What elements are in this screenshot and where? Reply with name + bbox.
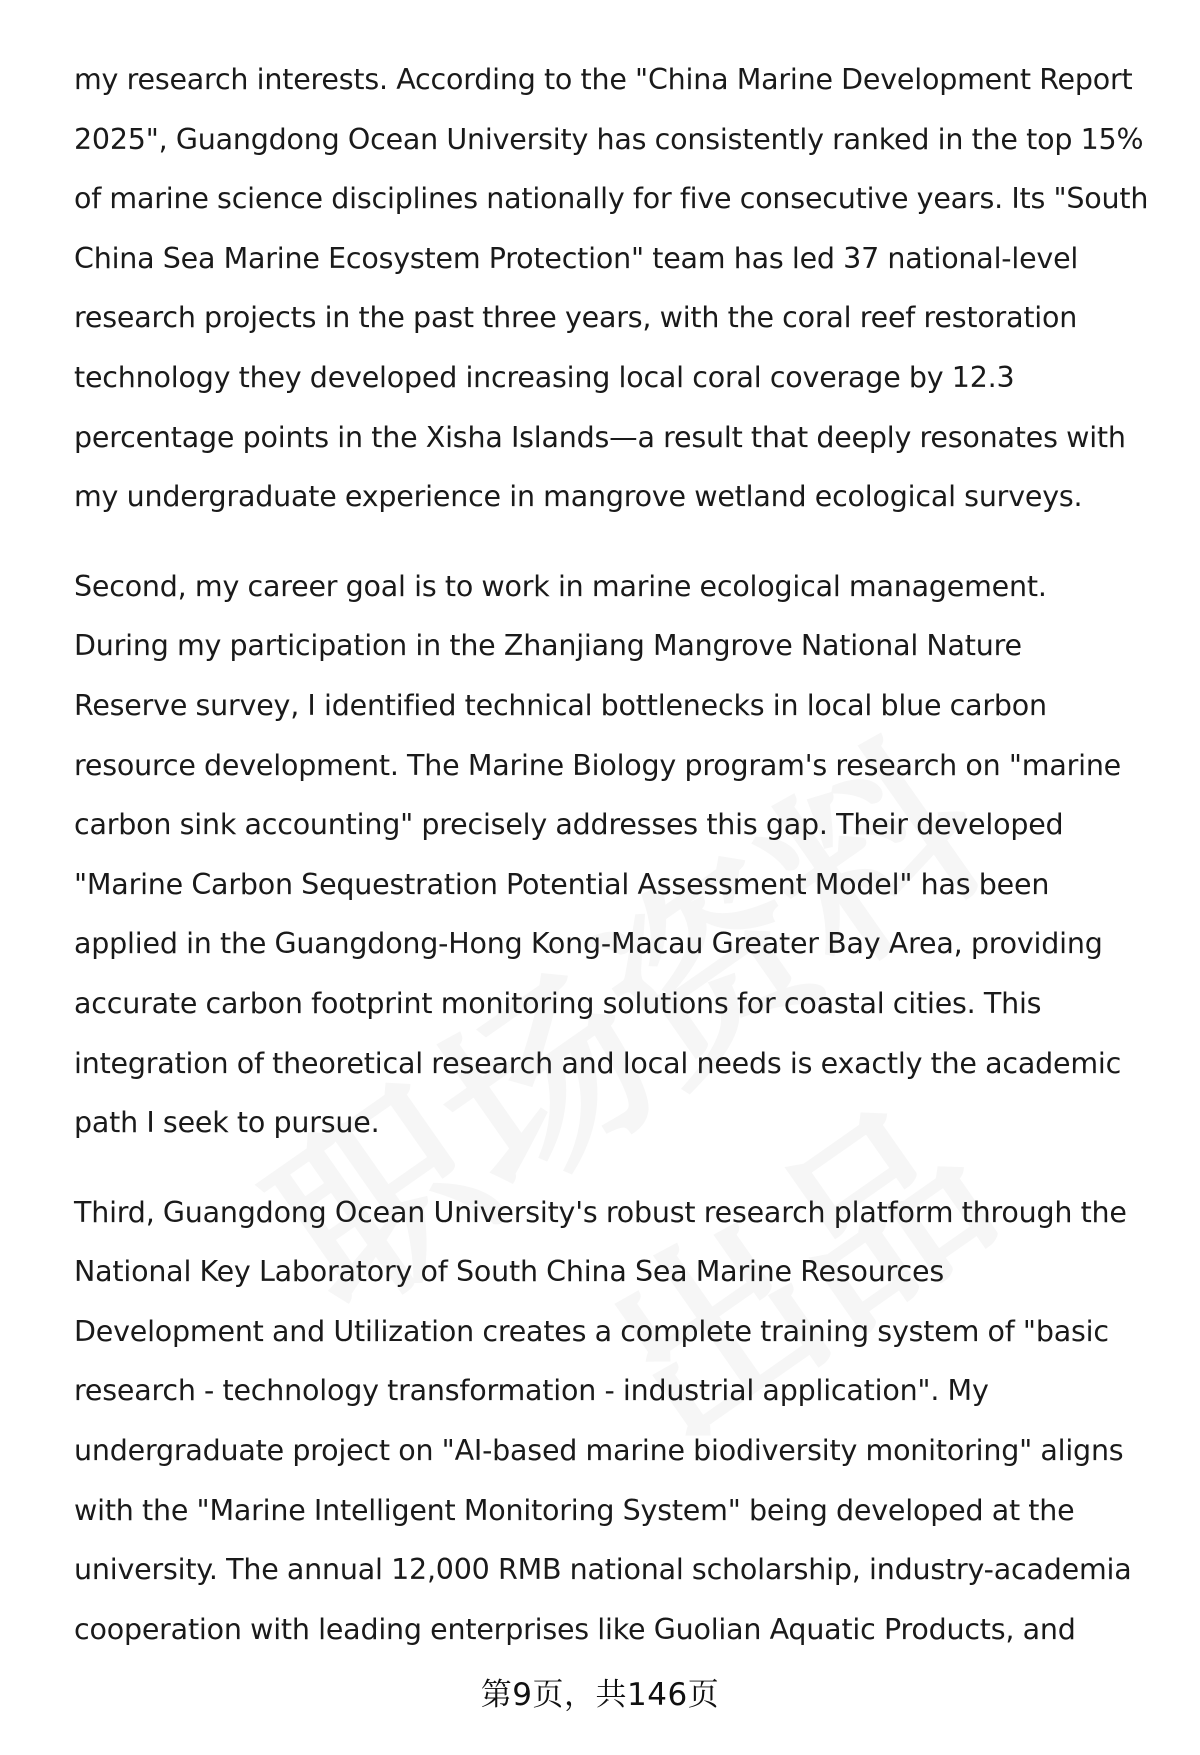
text-line: cooperation with leading enterprises like Guolian Aquatic Products, and <box>74 1612 1076 1646</box>
text-line: applied in the Guangdong-Hong Kong-Macau Greater Bay Area, providing <box>74 927 1103 961</box>
document-body <box>74 50 1154 1689</box>
text-line: research - technology transformation - industrial application". My <box>74 1374 989 1408</box>
text-line: undergraduate project on "AI-based marine biodiversity monitoring" aligns <box>74 1434 1124 1468</box>
text-line: Reserve survey, I identified technical bottlenecks in local blue carbon <box>74 688 1047 722</box>
text-line: university. The annual 12,000 RMB national scholarship, industry-academia <box>74 1553 1132 1587</box>
paragraph-2 <box>74 557 1154 1153</box>
text-line: China Sea Marine Ecosystem Protection" team has led 37 national-level <box>74 241 1079 275</box>
text-line: integration of theoretical research and local needs is exactly the academic <box>74 1046 1122 1080</box>
text-line: technology they developed increasing local coral coverage by 12.3 <box>74 360 1015 394</box>
text-line: resource development. The Marine Biology program's research on "marine <box>74 748 1122 782</box>
text-line: National Key Laboratory of South China Sea Marine Resources <box>74 1255 944 1289</box>
text-line: During my participation in the Zhanjiang Mangrove National Nature <box>74 629 1022 663</box>
text-line: with the "Marine Intelligent Monitoring System" being developed at the <box>74 1493 1075 1527</box>
paragraph-1 <box>74 50 1154 527</box>
text-line: Development and Utilization creates a complete training system of "basic <box>74 1314 1109 1348</box>
text-line: accurate carbon footprint monitoring solutions for coastal cities. This <box>74 986 1042 1020</box>
text-line: 2025", Guangdong Ocean University has consistently ranked in the top 15% <box>74 122 1144 156</box>
text-line: path I seek to pursue. <box>74 1106 380 1140</box>
text-line: research projects in the past three years, with the coral reef restoration <box>74 301 1078 335</box>
text-line: Second, my career goal is to work in marine ecological management. <box>74 569 1047 603</box>
text-line: "Marine Carbon Sequestration Potential Assessment Model" has been <box>74 867 1050 901</box>
text-line: percentage points in the Xisha Islands—a result that deeply resonates with <box>74 420 1126 454</box>
text-line: of marine science disciplines nationally for five consecutive years. Its "South <box>74 182 1149 216</box>
text-line: Third, Guangdong Ocean University's robust research platform through the <box>74 1195 1127 1229</box>
text-line: carbon sink accounting" precisely addresses this gap. Their developed <box>74 808 1064 842</box>
paragraph-3 <box>74 1183 1154 1660</box>
page-number-footer: 第9页，共146页 <box>480 1677 720 1713</box>
text-line: my research interests. According to the "China Marine Development Report <box>74 63 1133 96</box>
text-line: my undergraduate experience in mangrove wetland ecological surveys. <box>74 480 1083 514</box>
